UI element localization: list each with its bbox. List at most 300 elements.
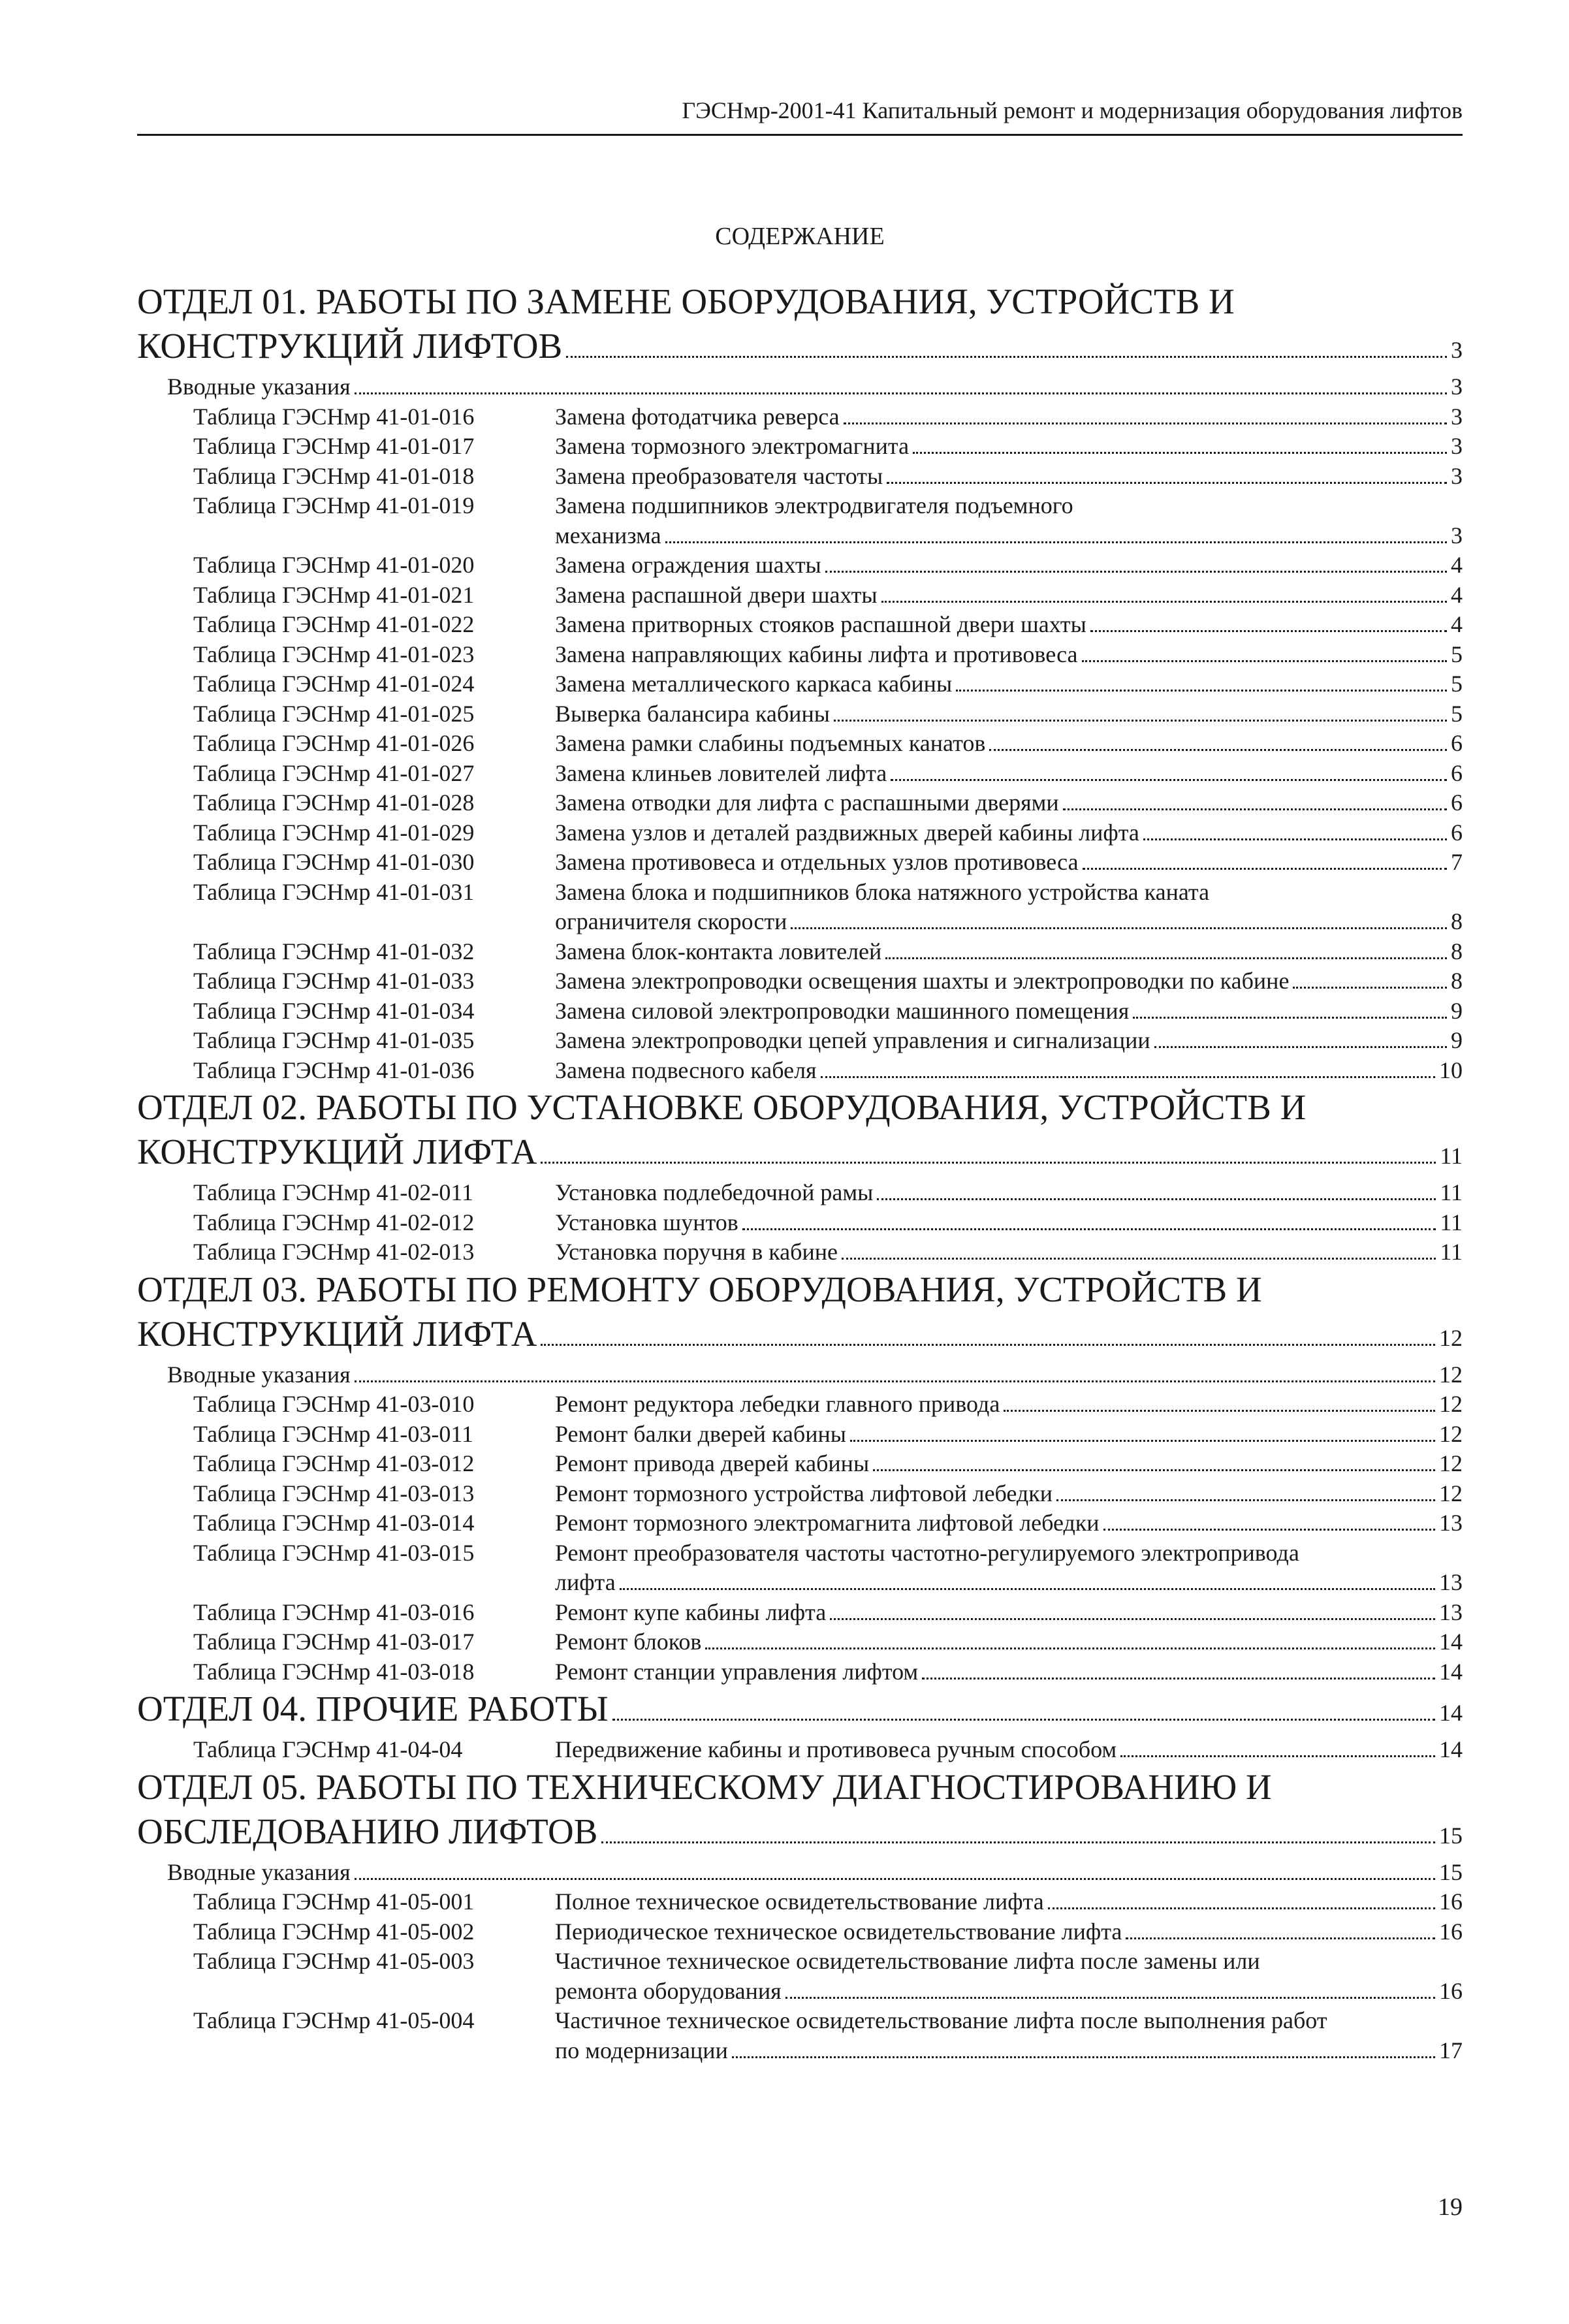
entry-page-number: 5	[1451, 671, 1463, 697]
entry-page-number: 16	[1439, 1888, 1463, 1915]
section-title-line: КОНСТРУКЦИЙ ЛИФТА	[137, 1313, 537, 1354]
section-heading[interactable]	[137, 1687, 1463, 1735]
description-text: Замена электропроводки цепей управления и сигнализации	[555, 1027, 1150, 1053]
dot-leader	[821, 1076, 1435, 1078]
intro-label: Вводные указания	[167, 1858, 351, 1885]
description-text: Ремонт балки дверей кабины	[555, 1420, 846, 1447]
description-line	[555, 432, 1463, 462]
section-heading[interactable]	[137, 279, 1463, 372]
description-line	[555, 521, 1463, 551]
entry-description	[555, 937, 1463, 967]
intro-page-number: 15	[1439, 1858, 1463, 1885]
section-title-row	[137, 1130, 1463, 1178]
toc-entry[interactable]	[137, 491, 1463, 550]
description-text: Замена рамки слабины подъемных канатов	[555, 730, 986, 756]
description-line	[555, 1657, 1463, 1687]
description-line	[555, 1568, 1463, 1598]
table-code: Таблица ГЭСНмр 41-01-024	[193, 671, 475, 697]
dot-leader	[1120, 1755, 1435, 1757]
entry-page-number: 14	[1439, 1736, 1463, 1762]
description-text: Замена распашной двери шахты	[555, 581, 878, 608]
toc-entry[interactable]	[137, 759, 1463, 789]
table-code: Таблица ГЭСНмр 41-03-011	[193, 1420, 473, 1447]
entry-page-number: 12	[1439, 1450, 1463, 1476]
description-line	[555, 1598, 1463, 1628]
toc-entry[interactable]	[137, 729, 1463, 759]
entry-page-number: 4	[1451, 581, 1463, 608]
dot-leader	[881, 601, 1447, 603]
dot-leader	[620, 1588, 1435, 1590]
toc-entry[interactable]	[137, 462, 1463, 492]
entry-page-number: 11	[1440, 1179, 1463, 1205]
entry-description	[555, 759, 1463, 789]
entry-description	[555, 640, 1463, 670]
description-line	[555, 462, 1463, 492]
dot-leader	[1154, 1046, 1447, 1048]
dot-leader	[830, 1618, 1435, 1620]
description-line	[555, 1026, 1463, 1056]
entry-description	[555, 432, 1463, 462]
entry-description	[555, 1237, 1463, 1267]
table-code: Таблица ГЭСНмр 41-01-028	[193, 789, 475, 816]
table-code: Таблица ГЭСНмр 41-01-016	[193, 403, 475, 430]
intro-page-number: 12	[1439, 1361, 1463, 1388]
section-heading[interactable]	[137, 1267, 1463, 1360]
toc-entry-intro[interactable]	[137, 1858, 1463, 1888]
entry-description	[555, 1449, 1463, 1479]
entry-page-number: 11	[1440, 1239, 1463, 1265]
description-line	[555, 1178, 1463, 1208]
entry-description	[555, 848, 1463, 878]
entry-page-number: 12	[1439, 1420, 1463, 1447]
entry-page-number: 4	[1451, 552, 1463, 578]
toc-entry[interactable]	[137, 966, 1463, 996]
section-title-line: ОТДЕЛ 02. РАБОТЫ ПО УСТАНОВКЕ ОБОРУДОВАНИЯ, УСТРОЙСТВ И	[137, 1087, 1307, 1127]
entry-description	[555, 1887, 1463, 1917]
description-line	[555, 610, 1463, 640]
intro-label: Вводные указания	[167, 1361, 351, 1388]
page-number: 19	[1438, 2193, 1463, 2221]
table-code: Таблица ГЭСНмр 41-02-013	[193, 1239, 475, 1265]
description-text: ограничителя скорости	[555, 908, 787, 934]
toc-entry[interactable]	[137, 1917, 1463, 1947]
toc-entry[interactable]	[137, 1627, 1463, 1657]
entry-page-number: 10	[1439, 1057, 1463, 1083]
description-text: лифта	[555, 1569, 616, 1595]
toc-entry[interactable]	[137, 848, 1463, 878]
entry-page-number: 3	[1451, 522, 1463, 549]
entry-page-number: 16	[1439, 1977, 1463, 2004]
toc-entry[interactable]	[137, 996, 1463, 1027]
toc-title: СОДЕРЖАНИЕ	[715, 223, 885, 250]
toc-entry[interactable]	[137, 1598, 1463, 1628]
toc-entry[interactable]	[137, 640, 1463, 670]
description-line	[555, 1887, 1463, 1917]
table-code: Таблица ГЭСНмр 41-01-020	[193, 552, 475, 578]
table-code: Таблица ГЭСНмр 41-03-013	[193, 1480, 475, 1506]
entry-description	[555, 1947, 1463, 2006]
description-line	[555, 2006, 1463, 2036]
description-line	[555, 1627, 1463, 1657]
table-code: Таблица ГЭСНмр 41-03-014	[193, 1510, 475, 1536]
toc-entry[interactable]	[137, 1947, 1463, 2006]
toc-entry[interactable]	[137, 669, 1463, 699]
dot-leader	[850, 1440, 1435, 1442]
description-line	[555, 491, 1463, 521]
table-code: Таблица ГЭСНмр 41-01-031	[193, 878, 475, 905]
dot-leader	[791, 927, 1447, 929]
toc-entry[interactable]	[137, 2006, 1463, 2065]
dot-leader	[913, 452, 1447, 454]
dot-leader	[1090, 630, 1447, 632]
toc-entry[interactable]	[137, 1538, 1463, 1598]
entry-description	[555, 491, 1463, 550]
entry-description	[555, 669, 1463, 699]
entry-description	[555, 1390, 1463, 1420]
section-title-line: ОТДЕЛ 01. РАБОТЫ ПО ЗАМЕНЕ ОБОРУДОВАНИЯ, УСТРОЙСТВ И	[137, 281, 1235, 321]
description-line	[555, 937, 1463, 967]
description-text: Замена противовеса и отдельных узлов противовеса	[555, 849, 1079, 875]
description-line	[555, 1390, 1463, 1420]
description-text: Ремонт купе кабины лифта	[555, 1599, 827, 1625]
description-line	[555, 996, 1463, 1027]
description-text: Замена ограждения шахты	[555, 552, 821, 578]
entry-page-number: 16	[1439, 1918, 1463, 1945]
table-code: Таблица ГЭСНмр 41-01-036	[193, 1057, 475, 1083]
description-line	[555, 402, 1463, 432]
table-code: Таблица ГЭСНмр 41-03-016	[193, 1599, 475, 1625]
table-code: Таблица ГЭСНмр 41-03-017	[193, 1629, 475, 1655]
description-line	[555, 818, 1463, 848]
table-code: Таблица ГЭСНмр 41-03-018	[193, 1658, 475, 1685]
entry-page-number: 6	[1451, 819, 1463, 846]
table-code: Таблица ГЭСНмр 41-01-018	[193, 462, 475, 489]
entry-page-number: 8	[1451, 938, 1463, 964]
description-line	[555, 878, 1463, 908]
entry-page-number: 11	[1440, 1209, 1463, 1235]
dot-leader	[665, 541, 1447, 543]
table-code: Таблица ГЭСНмр 41-05-004	[193, 2007, 475, 2033]
dot-leader	[612, 1719, 1435, 1721]
description-text: Ремонт тормозного электромагнита лифтовой лебедки	[555, 1510, 1100, 1536]
entry-page-number: 3	[1451, 403, 1463, 430]
toc-entry[interactable]	[137, 581, 1463, 611]
toc-entry[interactable]	[137, 818, 1463, 848]
table-code: Таблица ГЭСНмр 41-03-015	[193, 1539, 475, 1566]
description-line	[555, 1538, 1463, 1568]
toc-entry[interactable]	[137, 1735, 1463, 1765]
entry-description	[555, 581, 1463, 611]
dot-leader	[1048, 1907, 1435, 1909]
description-line	[555, 581, 1463, 611]
entry-description	[555, 1056, 1463, 1086]
description-text: Установка поручня в кабине	[555, 1239, 838, 1265]
section-title-row	[137, 324, 1463, 372]
description-text: Ремонт блоков	[555, 1629, 702, 1655]
description-line	[555, 1508, 1463, 1538]
dot-leader	[541, 1344, 1435, 1346]
dot-leader	[1056, 1499, 1435, 1501]
table-code: Таблица ГЭСНмр 41-05-003	[193, 1948, 475, 1974]
entry-page-number: 8	[1451, 908, 1463, 934]
description-line	[555, 550, 1463, 581]
table-code: Таблица ГЭСНмр 41-05-001	[193, 1888, 475, 1915]
entry-page-number: 3	[1451, 433, 1463, 459]
table-code: Таблица ГЭСНмр 41-05-002	[193, 1918, 475, 1945]
description-line	[555, 699, 1463, 729]
entry-page-number: 14	[1439, 1629, 1463, 1655]
description-line	[555, 759, 1463, 789]
section-page-number: 12	[1439, 1324, 1463, 1351]
entry-description	[555, 1657, 1463, 1687]
entry-page-number: 9	[1451, 1027, 1463, 1053]
toc-entry[interactable]	[137, 1449, 1463, 1479]
table-code: Таблица ГЭСНмр 41-04-04	[193, 1736, 463, 1762]
description-text: Полное техническое освидетельствование лифта	[555, 1888, 1044, 1915]
description-text: Замена подшипников электродвигателя подъемного	[555, 492, 1073, 518]
entry-description	[555, 818, 1463, 848]
description-line	[555, 669, 1463, 699]
toc-entry[interactable]	[137, 1026, 1463, 1056]
dot-leader	[891, 779, 1447, 781]
dot-leader	[601, 1841, 1435, 1843]
toc-entry[interactable]	[137, 1887, 1463, 1917]
dot-leader	[1133, 1017, 1447, 1019]
entry-description	[555, 1627, 1463, 1657]
dot-leader	[877, 1198, 1436, 1200]
description-text: Частичное техническое освидетельствование лифта после выполнения работ	[555, 2007, 1327, 2033]
description-text: Замена притворных стояков распашной двери шахты	[555, 611, 1086, 637]
entry-description	[555, 1178, 1463, 1208]
entry-description	[555, 550, 1463, 581]
entry-description	[555, 878, 1463, 937]
description-line	[555, 729, 1463, 759]
dot-leader	[1063, 808, 1447, 810]
entry-page-number: 8	[1451, 968, 1463, 994]
table-code: Таблица ГЭСНмр 41-01-034	[193, 997, 475, 1024]
entry-page-number: 12	[1439, 1480, 1463, 1506]
dot-leader	[355, 1380, 1435, 1382]
entry-description	[555, 1735, 1463, 1765]
entry-description	[555, 699, 1463, 729]
description-text: Замена электропроводки освещения шахты и электропроводки по кабине	[555, 968, 1290, 994]
entry-description	[555, 729, 1463, 759]
description-line	[555, 1056, 1463, 1086]
dot-leader	[989, 749, 1447, 751]
section-page-number: 3	[1451, 337, 1463, 363]
section-title-row	[137, 1809, 1463, 1858]
toc-entry[interactable]	[137, 610, 1463, 640]
table-code: Таблица ГЭСНмр 41-03-010	[193, 1391, 475, 1417]
description-text: Замена блока и подшипников блока натяжного устройства каната	[555, 878, 1210, 905]
description-text: механизма	[555, 522, 661, 549]
table-code: Таблица ГЭСНмр 41-01-027	[193, 759, 475, 786]
section-page-number: 11	[1440, 1143, 1463, 1169]
dot-leader	[732, 2056, 1435, 2058]
section-page-number: 14	[1439, 1700, 1463, 1726]
entry-description	[555, 1917, 1463, 1947]
dot-leader	[1082, 660, 1448, 662]
toc-entry[interactable]	[137, 699, 1463, 729]
description-text: Замена узлов и деталей раздвижных дверей кабины лифта	[555, 819, 1139, 846]
description-line	[555, 907, 1463, 937]
toc-entry[interactable]	[137, 1237, 1463, 1267]
dot-leader	[885, 957, 1447, 959]
entry-description	[555, 1420, 1463, 1450]
table-code: Таблица ГЭСНмр 41-01-017	[193, 433, 475, 459]
entry-page-number: 3	[1451, 462, 1463, 489]
entry-page-number: 13	[1439, 1569, 1463, 1595]
table-code: Таблица ГЭСНмр 41-01-035	[193, 1027, 475, 1053]
description-line	[555, 966, 1463, 996]
entry-page-number: 5	[1451, 641, 1463, 667]
table-of-contents	[137, 279, 1463, 2065]
dot-leader	[541, 1162, 1436, 1164]
section-title-row	[137, 1687, 1463, 1735]
dot-leader	[834, 720, 1447, 722]
section-title-line: ОТДЕЛ 03. РАБОТЫ ПО РЕМОНТУ ОБОРУДОВАНИЯ, УСТРОЙСТВ И	[137, 1269, 1262, 1309]
description-text: Замена преобразователя частоты	[555, 462, 883, 489]
dot-leader	[566, 356, 1447, 358]
entry-description	[555, 1598, 1463, 1628]
dot-leader	[1126, 1937, 1435, 1939]
section-title-line: КОНСТРУКЦИЙ ЛИФТА	[137, 1132, 537, 1171]
table-code: Таблица ГЭСНмр 41-01-025	[193, 700, 475, 727]
dot-leader	[1293, 987, 1447, 989]
description-text: Передвижение кабины и противовеса ручным способом	[555, 1736, 1117, 1762]
entry-page-number: 6	[1451, 759, 1463, 786]
entry-page-number: 12	[1439, 1391, 1463, 1417]
dot-leader	[873, 1469, 1435, 1471]
description-line	[555, 1237, 1463, 1267]
section-page-number: 15	[1439, 1822, 1463, 1849]
section-heading[interactable]	[137, 1085, 1463, 1178]
dot-leader	[887, 482, 1447, 484]
toc-entry[interactable]	[137, 1208, 1463, 1238]
entry-description	[555, 402, 1463, 432]
section-title-line: ОБСЛЕДОВАНИЮ ЛИФТОВ	[137, 1811, 598, 1851]
entry-description	[555, 2006, 1463, 2065]
toc-entry[interactable]	[137, 1420, 1463, 1450]
table-code: Таблица ГЭСНмр 41-02-012	[193, 1209, 475, 1235]
table-code: Таблица ГЭСНмр 41-01-021	[193, 581, 475, 608]
table-code: Таблица ГЭСНмр 41-01-029	[193, 819, 475, 846]
toc-entry[interactable]	[137, 788, 1463, 818]
dot-leader	[785, 1997, 1435, 1999]
entry-description	[555, 462, 1463, 492]
section-heading[interactable]	[137, 1765, 1463, 1858]
description-text: Замена клиньев ловителей лифта	[555, 759, 887, 786]
description-text: Ремонт привода дверей кабины	[555, 1450, 870, 1476]
description-text: Замена блок-контакта ловителей	[555, 938, 882, 964]
description-line	[555, 1420, 1463, 1450]
toc-entry[interactable]	[137, 402, 1463, 432]
entry-description	[555, 1026, 1463, 1056]
description-text: Ремонт станции управления лифтом	[555, 1658, 919, 1685]
running-header: ГЭСНмр-2001-41 Капитальный ремонт и модернизация оборудования лифтов	[682, 97, 1463, 123]
dot-leader	[956, 690, 1447, 692]
table-code: Таблица ГЭСНмр 41-01-032	[193, 938, 475, 964]
table-code: Таблица ГЭСНмр 41-03-012	[193, 1450, 475, 1476]
toc-entry[interactable]	[137, 432, 1463, 462]
description-text: Ремонт преобразователя частоты частотно-регулируемого электропривода	[555, 1539, 1299, 1566]
table-code: Таблица ГЭСНмр 41-01-022	[193, 611, 475, 637]
dot-leader	[1004, 1410, 1435, 1412]
entry-description	[555, 1479, 1463, 1509]
entry-description	[555, 610, 1463, 640]
description-text: Замена металлического каркаса кабины	[555, 671, 953, 697]
table-code: Таблица ГЭСНмр 41-01-030	[193, 849, 475, 875]
entry-page-number: 9	[1451, 997, 1463, 1024]
description-line	[555, 1917, 1463, 1947]
description-text: Частичное техническое освидетельствование лифта после замены или	[555, 1948, 1260, 1974]
dot-leader	[842, 1258, 1436, 1260]
dot-leader	[705, 1647, 1435, 1649]
table-code: Таблица ГЭСНмр 41-01-019	[193, 492, 475, 518]
section-title-line: ОТДЕЛ 04. ПРОЧИЕ РАБОТЫ	[137, 1689, 609, 1728]
toc-entry[interactable]	[137, 878, 1463, 937]
description-line	[555, 2036, 1463, 2066]
description-text: Периодическое техническое освидетельствование лифта	[555, 1918, 1122, 1945]
entry-description	[555, 1508, 1463, 1538]
entry-page-number: 4	[1451, 611, 1463, 637]
dot-leader	[355, 392, 1447, 394]
dot-leader	[1143, 838, 1447, 840]
table-code: Таблица ГЭСНмр 41-01-026	[193, 730, 475, 756]
toc-entry[interactable]	[137, 1056, 1463, 1086]
toc-entry-intro[interactable]	[137, 1360, 1463, 1390]
entry-description	[555, 788, 1463, 818]
description-line	[555, 640, 1463, 670]
header-rule	[137, 134, 1463, 136]
intro-label: Вводные указания	[167, 374, 351, 400]
entry-page-number: 13	[1439, 1599, 1463, 1625]
description-text: Замена тормозного электромагнита	[555, 433, 910, 459]
description-line	[555, 1208, 1463, 1238]
toc-entry[interactable]	[137, 1657, 1463, 1687]
description-text: Установка шунтов	[555, 1209, 738, 1235]
entry-page-number: 6	[1451, 789, 1463, 816]
description-text: Замена подвесного кабеля	[555, 1057, 817, 1083]
description-line	[555, 1479, 1463, 1509]
toc-entry[interactable]	[137, 1479, 1463, 1509]
toc-entry[interactable]	[137, 937, 1463, 967]
entry-description	[555, 1208, 1463, 1238]
toc-entry[interactable]	[137, 1390, 1463, 1420]
description-text: Замена отводки для лифта с распашными дверями	[555, 789, 1059, 816]
dot-leader	[1103, 1529, 1435, 1531]
section-title-row	[137, 1312, 1463, 1360]
table-code: Таблица ГЭСНмр 41-02-011	[193, 1179, 473, 1205]
toc-entry[interactable]	[137, 1508, 1463, 1538]
table-code: Таблица ГЭСНмр 41-01-033	[193, 968, 475, 994]
toc-entry-intro[interactable]	[137, 372, 1463, 402]
dot-leader	[844, 422, 1447, 424]
dot-leader	[922, 1678, 1435, 1679]
description-text: Выверка балансира кабины	[555, 700, 830, 727]
description-text: Установка подлебедочной рамы	[555, 1179, 874, 1205]
description-line	[555, 1947, 1463, 1977]
dot-leader	[742, 1228, 1436, 1230]
description-text: ремонта оборудования	[555, 1977, 782, 2004]
description-text: Замена фотодатчика реверса	[555, 403, 840, 430]
entry-page-number: 6	[1451, 730, 1463, 756]
entry-page-number: 5	[1451, 700, 1463, 727]
toc-entry[interactable]	[137, 550, 1463, 581]
description-line	[555, 1977, 1463, 2007]
toc-entry[interactable]	[137, 1178, 1463, 1208]
description-text: Замена направляющих кабины лифта и противовеса	[555, 641, 1078, 667]
